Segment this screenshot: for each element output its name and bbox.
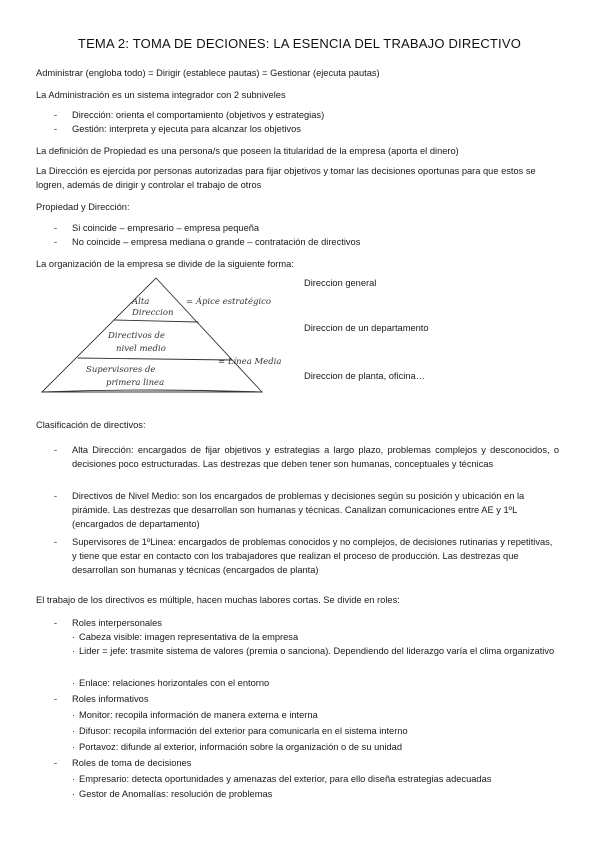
pyramid-tier2-line2: nivel medio [116, 344, 166, 354]
role-group-name: Roles interpersonales [72, 618, 162, 628]
list-item [54, 235, 559, 249]
pyramid-divider-top [114, 320, 198, 322]
bullet-dot: · [72, 678, 76, 688]
bullet-dot: · [72, 710, 76, 720]
role-item-text: Difusor: recopila información del exterior para comunicarla en el sistema interno [79, 726, 408, 736]
bullet-dash: - [54, 758, 58, 768]
list-item-text: Si coincide – empresario – empresa pequeña [72, 223, 260, 233]
list-item [54, 122, 559, 136]
pyramid-tier1-line1: Alta [132, 297, 150, 307]
role-item [72, 708, 559, 722]
bullet-dash: - [54, 618, 58, 628]
definition-propiedad: La definición de Propiedad es una persona/s que poseen la titularidad de la empresa (aporta el dinero) [36, 146, 459, 156]
list-item-text: Dirección: orienta el comportamiento (objetivos y estrategias) [72, 110, 325, 120]
list-item-text: No coincide – empresa mediana o grande – contratación de directivos [72, 237, 361, 247]
role-item [72, 772, 559, 786]
role-item-text: Gestor de Anomalías: resolución de problemas [79, 789, 273, 799]
bullet-dash: - [54, 110, 58, 120]
bullet-dash: - [54, 124, 58, 134]
list-item [54, 108, 559, 122]
page-title: TEMA 2: TOMA DE DECIONES: LA ESENCIA DEL TRABAJO DIRECTIVO [77, 36, 522, 51]
pyramid-diagram [36, 272, 298, 402]
role-group [54, 692, 559, 706]
bullet-dot: · [72, 632, 76, 642]
pyramid-tier3-line1: Supervisores de [86, 365, 156, 375]
org-sentence: La organización de la empresa se divide de la siguiente forma: [36, 259, 294, 269]
pyramid-note-mid: = Línea Media [218, 357, 282, 367]
definition-direccion: La Dirección es ejercida por personas autorizadas para fijar objetivos y tomar las decisiones oportunas para que estos se logren, además de dirigir y controlar el trabajo de otros [36, 166, 536, 190]
bullet-dash: - [54, 491, 58, 501]
bullet-dash: - [54, 537, 58, 547]
bullet-dash: - [54, 694, 58, 704]
role-item [72, 676, 559, 690]
list-item-text: Gestión: interpreta y ejecuta para alcanzar los objetivos [72, 124, 301, 134]
bullet-dot: · [72, 646, 76, 656]
role-item-text: Monitor: recopila información de manera externa e interna [79, 710, 318, 720]
pyramid-note-top: = Ápice estratégico [186, 297, 272, 307]
role-item [72, 724, 559, 738]
pyramid-tier1-line2: Direccion [132, 308, 174, 318]
role-group [54, 616, 559, 630]
list-item-text: Alta Dirección: encargados de fijar objetivos y estrategias a largo plazo, problemas complejos y desconocidos, o decisiones poco estructuradas. Las destrezas que deben tener son humanas, conceptuales y técnicas [72, 445, 559, 469]
pyramid-tier3-line2: primera linea [106, 378, 165, 388]
role-item-text: Lider = jefe: trasmite sistema de valores (premia o sanciona). Dependiendo del liderazgo varía el clima organizativo [79, 646, 555, 656]
pyramid-divider-mid [78, 358, 232, 360]
section-heading: Clasificación de directivos: [36, 420, 146, 430]
role-item [72, 630, 559, 644]
bullet-dash: - [54, 445, 58, 455]
intro-line: Administrar (engloba todo) = Dirigir (establece pautas) = Gestionar (ejecuta pautas) [36, 68, 380, 78]
role-item-text: Empresario: detecta oportunidades y amenazas del exterior, para ello diseña estrategias adecuadas [79, 774, 492, 784]
role-group [54, 756, 559, 770]
list-item [54, 535, 559, 577]
roles-intro: El trabajo de los directivos es múltiple, hacen muchas labores cortas. Se divide en roles: [36, 595, 400, 605]
list-item [54, 489, 559, 531]
bullet-dot: · [72, 774, 76, 784]
section-heading: Propiedad y Dirección: [36, 202, 130, 212]
intro-line: La Administración es un sistema integrador con 2 subniveles [36, 90, 286, 100]
bullet-dot: · [72, 726, 76, 736]
list-item [54, 221, 559, 235]
bullet-dot: · [72, 742, 76, 752]
role-item-text: Portavoz: difunde al exterior, información sobre la organización o de su unidad [79, 742, 403, 752]
role-item [72, 740, 559, 754]
pyramid-tier2-line1: Directivos de [108, 331, 165, 341]
pyramid-label: Direccion de planta, oficina… [304, 371, 425, 381]
bullet-dot: · [72, 789, 76, 799]
role-group-name: Roles de toma de decisiones [72, 758, 192, 768]
role-group-name: Roles informativos [72, 694, 149, 704]
list-item-text: Supervisores de 1ºLinea: encargados de problemas conocidos y no complejos, de decisiones rutinarias y repetitivas, y tiene que estar en contacto con los trabajadores que realizan el proceso de producción. Las destrezas que desarrollan son humanas y técnicas (encargados de planta) [72, 537, 553, 575]
role-item [72, 644, 559, 658]
role-item [72, 787, 559, 801]
bullet-dash: - [54, 223, 58, 233]
bullet-dash: - [54, 237, 58, 247]
pyramid-label: Direccion de un departamento [304, 323, 429, 333]
list-item [54, 443, 559, 471]
role-item-text: Cabeza visible: imagen representativa de la empresa [79, 632, 299, 642]
list-item-text: Directivos de Nivel Medio: son los encargados de problemas y decisiones según su posición y ubicación en la pirámide. Las destrezas que desarrollan son humanas y técnicas. Canalizan comunicaciones entre AE y 1ºL (encargados de departamento) [72, 491, 525, 529]
role-item-text: Enlace: relaciones horizontales con el entorno [79, 678, 270, 688]
pyramid-label: Direccion general [304, 278, 377, 288]
